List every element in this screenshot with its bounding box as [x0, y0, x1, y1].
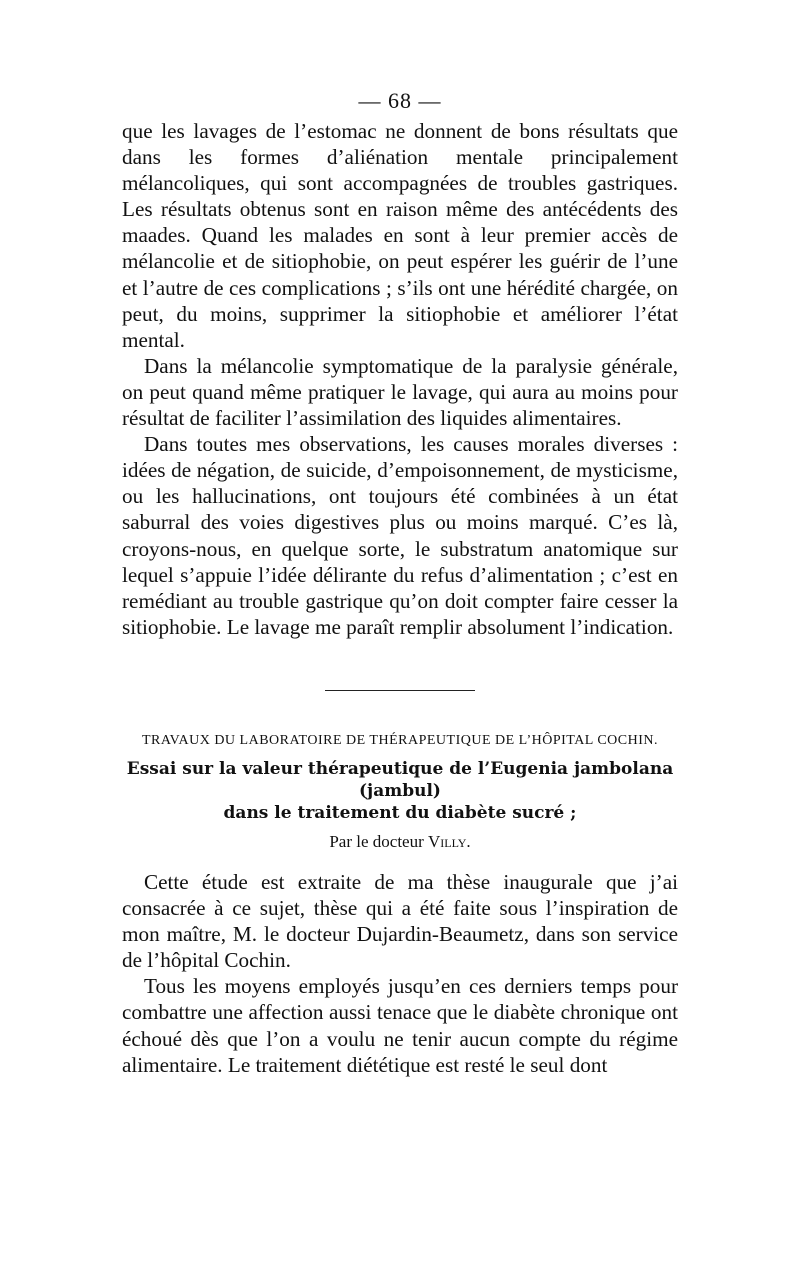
paragraph: que les lavages de l’estomac ne donnent de bons résultats que dans les formes d’aliénation mentale principalement mélancoliques, qui sont accompagnées de troubles gastriques. Les résultats obtenus sont en raison même des antécédents des maades. Quand les malades en sont à leur premier accès de mélancolie et de sitiophobie, on peut espérer les guérir de l’une et l’autre de ces complications ; s’ils ont une hérédité chargée, on peut, du moins, supprimer la sitiophobie et améliorer l’état mental. — [122, 119, 678, 352]
paragraph: Dans la mélancolie symptomatique de la paralysie générale, on peut quand même pratiquer le lavage, qui aura au moins pour résultat de faciliter l’assimilation des liquides alimentaires. — [122, 353, 678, 431]
section-divider — [325, 690, 475, 691]
paragraph: Tous les moyens employés jusqu’en ces derniers temps pour combattre une affection aussi tenace que le diabète chronique ont échoué dès que l’on a voulu ne tenir aucun compte du régime alimentaire. Le traitement diététique est resté le seul dont — [122, 974, 678, 1077]
byline-prefix: Par le docteur — [329, 832, 424, 851]
paragraph: Dans toutes mes observations, les causes morales diverses : idées de négation, de suicide, d’empoisonnement, de mysticisme, ou les hallucinations, ont toujours été combinées à un état saburral des voies digestives plus ou moins marqué. C’es là, croyons-nous, en quelque sorte, le substratum anatomique sur lequel s’appuie l’idée délirante du refus d’alimentation ; c’est en remédiant au trouble gastrique qu’on doit compter faire cesser la sitiophobie. Le lavage me paraît remplir absolument l’indication. — [122, 432, 678, 639]
article-title-line: dans le traitement du diabète sucré ; — [223, 803, 577, 823]
paragraph: Cette étude est extraite de ma thèse inaugurale que j’ai consacrée à ce sujet, thèse qui a été faite sous l’inspiration de mon maître, M. le docteur Dujardin-Beaumetz, dans son service de l’hôpital Cochin. — [122, 870, 678, 973]
section-label: TRAVAUX DU LABORATOIRE DE THÉRAPEUTIQUE DE L’HÔPITAL COCHIN. — [141, 733, 659, 748]
article-title — [90, 758, 710, 824]
article-title-line: Essai sur la valeur thérapeutique de l’Eugenia jambolana — [126, 759, 674, 779]
body-text-top — [122, 118, 678, 640]
page-number: — 68 — — [358, 88, 442, 113]
byline-author: Villy. — [428, 832, 471, 851]
article-title-line: (jambul) — [359, 781, 441, 801]
byline — [0, 832, 800, 852]
body-text-bottom — [122, 869, 678, 1078]
